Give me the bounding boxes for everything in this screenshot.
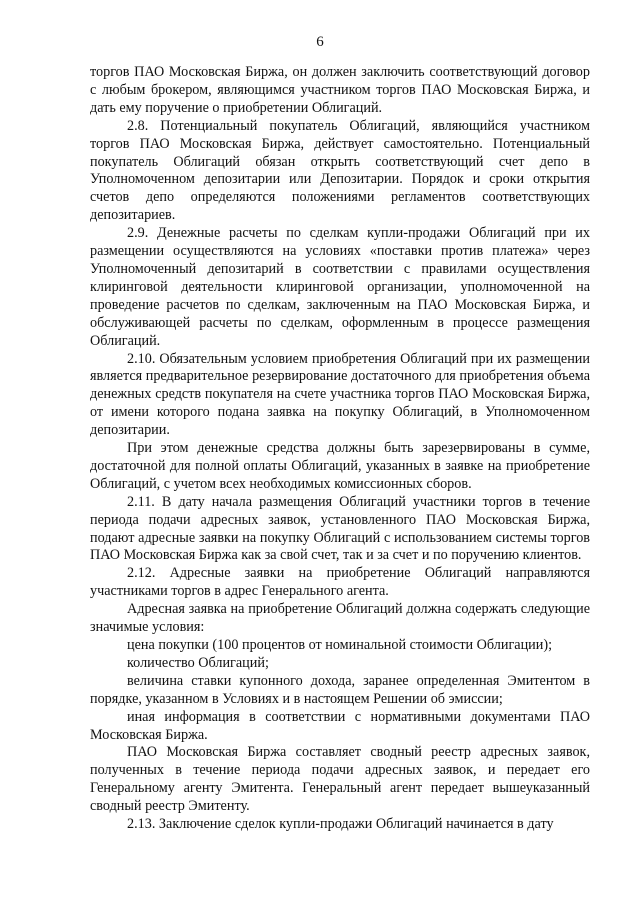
paragraph-reserve-amount: При этом денежные средства должны быть зарезервированы в сумме, достаточной для полной оплаты Облигаций, указанных в заявке на приобретение Облигаций, с учетом всех необходимых комиссионных сборов. — [90, 440, 590, 492]
list-item-coupon-rate: величина ставки купонного дохода, заранее определенная Эмитентом в порядке, указанном в Условиях и в настоящем Решении об эмиссии; — [90, 672, 590, 707]
list-item-other-info: иная информация в соответствии с нормативными документами ПАО Московская Биржа. — [90, 708, 590, 743]
paragraph-consolidated-register: ПАО Московская Биржа составляет сводный реестр адресных заявок, полученных в течение периода подачи адресных заявок, и передает его Генеральному агенту Эмитента. Генеральный агент передает вышеуказанный сводный реестр Эмитенту. — [90, 744, 590, 815]
paragraph-2-10: 2.10. Обязательным условием приобретения Облигаций при их размещении является предварительное резервирование достаточного для приобретения объема денежных средств покупателя на счете участника торгов ПАО Московская Биржа, от имени которого подана заявка на покупку Облигаций, в Уполномоченном депозитарии. — [90, 350, 590, 439]
paragraph-2-13: 2.13. Заключение сделок купли-продажи Облигаций начинается в дату — [127, 816, 554, 833]
paragraph-continuation: торгов ПАО Московская Биржа, он должен заключить соответствующий договор с любым брокером, являющимся участником торгов ПАО Московская Биржа, и дать ему поручение о приобретении Облигаций. — [90, 64, 590, 116]
list-item-price: цена покупки (100 процентов от номинальной стоимости Облигации); — [127, 637, 553, 653]
page-number: 6 — [316, 34, 324, 50]
paragraph-2-8: 2.8. Потенциальный покупатель Облигаций, являющийся участником торгов ПАО Московская Биржа, действует самостоятельно. Потенциальный покупатель Облигаций обязан открыть соответствующий счет депо в Уполномоченном депозитарии или Депозитарии. Порядок и сроки открытия счетов депо определяются положениями регламентов соответствующих депозитариев. — [90, 117, 590, 224]
list-item-quantity: количество Облигаций; — [127, 654, 269, 671]
paragraph-2-11: 2.11. В дату начала размещения Облигаций участники торгов в течение периода подачи адресных заявок, установленного ПАО Московская Биржа, подают адресные заявки на покупку Облигаций с использованием системы торгов ПАО Московская Биржа как за свой счет, так и за счет и по поручению клиентов. — [90, 493, 590, 564]
paragraph-2-12: 2.12. Адресные заявки на приобретение Облигаций направляются участниками торгов в адрес Генерального агента. — [90, 565, 590, 600]
paragraph-2-9: 2.9. Денежные расчеты по сделкам купли-продажи Облигаций при их размещении осуществляются на условиях «поставки против платежа» через Уполномоченный депозитарий в соответствии с правилами осуществления клиринговой деятельности клиринговой организации, уполномоченной на проведение расчетов по сделкам, заключенным на ПАО Московская Биржа, и обслуживающей расчеты по сделкам, оформленным в процессе размещения Облигаций. — [90, 225, 590, 349]
document-body — [90, 64, 590, 834]
paragraph-order-conditions: Адресная заявка на приобретение Облигаций должна содержать следующие значимые условия: — [90, 601, 590, 636]
